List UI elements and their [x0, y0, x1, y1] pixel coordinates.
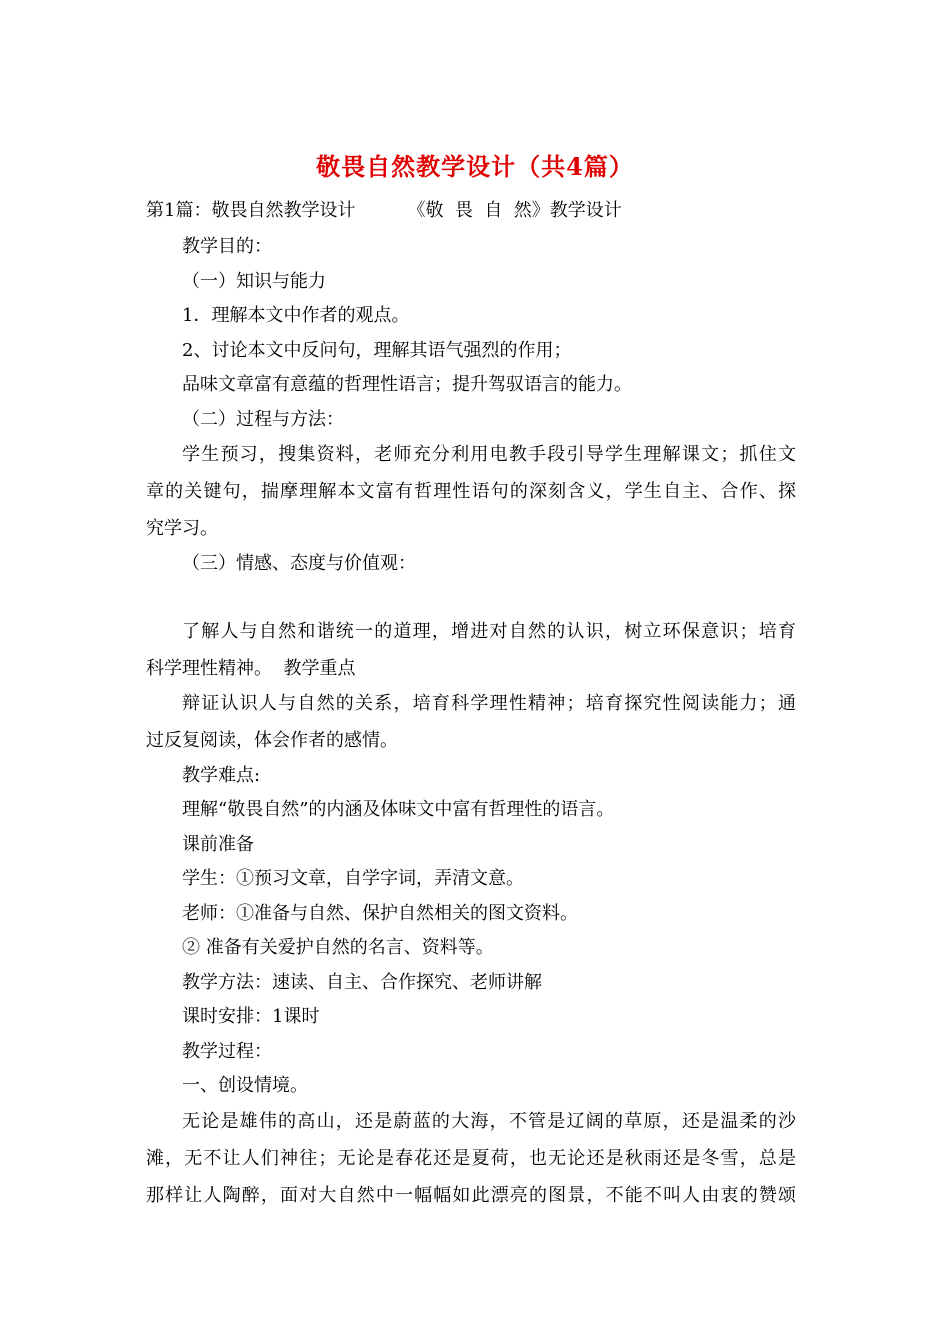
paragraph-line: 了解人与自然和谐统一的道理，增进对自然的认识，树立环保意识；培育 [182, 621, 796, 642]
paragraph-line: 一、创设情境。 [182, 1075, 308, 1096]
paragraph-line: （三）情感、态度与价值观： [182, 553, 416, 574]
paragraph-line: ② 准备有关爱护自然的名言、资料等。 [182, 937, 494, 958]
paragraph-line: 课前准备 [182, 834, 254, 855]
paragraph-line: 2、讨论本文中反问句，理解其语气强烈的作用； [182, 340, 572, 361]
paragraph-line: （一）知识与能力 [182, 271, 326, 292]
paragraph-line: 教学方法：速读、自主、合作探究、老师讲解 [182, 972, 542, 993]
paragraph-line: 教学过程： [182, 1041, 272, 1062]
paragraph-line: 1．理解本文中作者的观点。 [182, 305, 410, 326]
paragraph-line: 学生预习，搜集资料，老师充分利用电教手段引导学生理解课文；抓住文 [182, 444, 796, 465]
paragraph-line: 无论是雄伟的高山，还是蔚蓝的大海，不管是辽阔的草原，还是温柔的沙 [182, 1111, 796, 1132]
paragraph-line: 辩证认识人与自然的关系，培育科学理性精神；培育探究性阅读能力；通 [182, 693, 796, 714]
part-heading: 第1篇：敬畏自然教学设计 [146, 200, 356, 221]
paragraph-line: 理解“敬畏自然”的内涵及体味文中富有哲理性的语言。 [182, 799, 615, 820]
paragraph-line: 老师：①准备与自然、保护自然相关的图文资料。 [182, 903, 578, 924]
paragraph-line: 章的关键句，揣摩理解本文富有哲理性语句的深刻含义，学生自主、合作、探 [146, 481, 796, 502]
paragraph-line: 滩，无不让人们神往；无论是春花还是夏荷，也无论还是秋雨还是冬雪，总是 [146, 1148, 796, 1169]
paragraph-line: 科学理性精神。 教学重点 [146, 658, 356, 679]
part-subtitle: 《敬 畏 自 然》教学设计 [407, 200, 622, 221]
paragraph-line: 课时安排：1课时 [182, 1006, 320, 1027]
paragraph-line: 教学目的： [182, 236, 272, 257]
part-heading-line [146, 198, 622, 224]
paragraph-line: （二）过程与方法： [182, 409, 344, 430]
paragraph-line: 究学习。 [146, 518, 218, 539]
paragraph-line: 那样让人陶醉，面对大自然中一幅幅如此漂亮的图景，不能不叫人由衷的赞颂 [146, 1185, 796, 1206]
paragraph-line: 学生：①预习文章，自学字词，弄清文意。 [182, 868, 524, 889]
paragraph-line: 教学难点: [182, 765, 261, 786]
paragraph-line: 过反复阅读，体会作者的感情。 [146, 730, 398, 751]
paragraph-line: 品味文章富有意蕴的哲理性语言；提升驾驭语言的能力。 [182, 374, 632, 395]
document-title: 敬畏自然教学设计（共4篇） [316, 152, 634, 181]
